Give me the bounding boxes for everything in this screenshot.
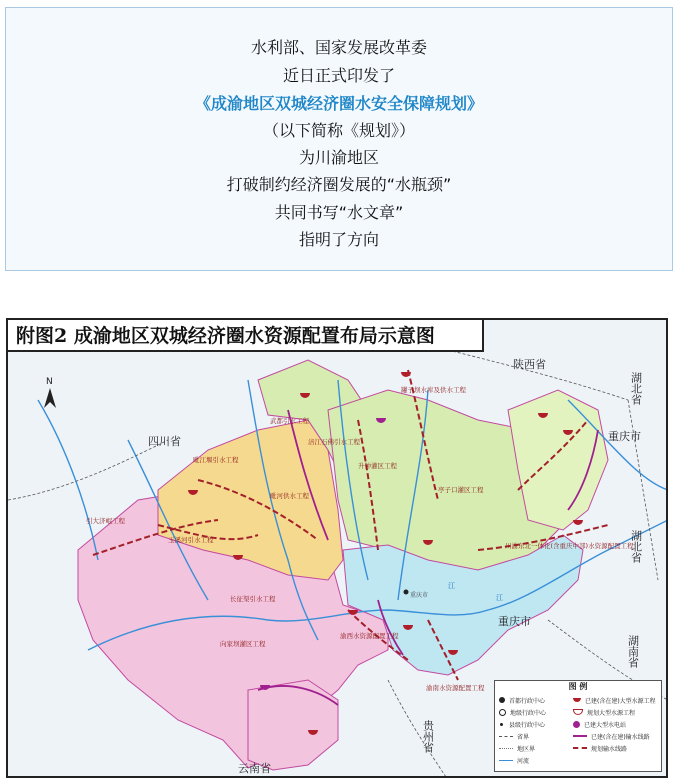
- intro-line-5: 为川渝地区: [298, 148, 379, 167]
- intro-line-6: 打破制约经济圈发展的“水瓶颈”: [226, 175, 452, 194]
- label-hubei-right: 湖北省: [629, 530, 643, 563]
- eng-label-pijiangyan: 毗江堰引水工程: [193, 456, 239, 464]
- legend-label: 规划大型水源工程: [587, 709, 636, 717]
- intro-line-plan-title: 《成渝地区双城经济圈水安全保障规划》: [194, 94, 483, 113]
- label-chongqing-bottom: 重庆市: [498, 615, 531, 628]
- intro-line-4: （以下简称《规划》）: [262, 121, 415, 140]
- map-figure: [6, 318, 668, 778]
- legend-label: 首都行政中心: [509, 697, 546, 705]
- eng-label-wudu: 武都引水工程: [270, 417, 309, 425]
- label-guizhou: 贵州省: [421, 720, 435, 753]
- label-hubei-top: 湖北省: [629, 372, 643, 405]
- eng-label-xiangjiaba: 向家坝灌区工程: [220, 640, 266, 648]
- legend-label: 河流: [517, 757, 530, 765]
- eng-label-changzhengqu: 长征渠引水工程: [230, 595, 276, 603]
- legend-label: 地区界: [517, 745, 536, 753]
- legend-label: 规划输水线路: [591, 745, 628, 753]
- legend-label: 已建(含在建)输水线路: [591, 733, 650, 741]
- intro-line-2: 近日正式印发了: [282, 66, 395, 85]
- legend-label: 地级行政中心: [510, 709, 547, 717]
- planned-reservoir-icon: [573, 709, 583, 715]
- legend-label: 已建大型水电站: [584, 721, 627, 729]
- intro-line-1: 水利部、国家发展改革委: [250, 38, 427, 57]
- eng-label-guanziba: 罐子坝水库及供水工程: [401, 386, 466, 394]
- provincial-border-icon: [499, 736, 513, 737]
- eng-label-yunan: 渝南水资源配置工程: [426, 684, 485, 692]
- eng-label-chuanyu-dongbei: 川渝东北一体化(含重庆中部)水资源配置工程: [505, 542, 634, 550]
- eng-label-pihe: 毗河供水工程: [270, 492, 309, 500]
- map-title: 附图2 成渝地区双城经济圈水资源配置布局示意图: [8, 320, 484, 352]
- label-chongqing-top: 重庆市: [608, 430, 641, 443]
- eng-label-tingzikou: 亭子口灌区工程: [438, 486, 484, 494]
- river-icon: [499, 760, 513, 761]
- prefecture-border-icon: [499, 748, 513, 749]
- county-icon: [500, 723, 503, 726]
- legend-label: 已建(含在建)大型水源工程: [585, 697, 656, 705]
- river-label-jiang-2: 江: [496, 594, 503, 602]
- label-city-chongqing: 重庆市: [410, 592, 429, 599]
- legend-label: 省界: [517, 733, 530, 741]
- eng-label-yuxi: 渝西水资源配置工程: [340, 632, 399, 640]
- capital-marker: [404, 590, 409, 595]
- intro-line-8: 指明了方向: [298, 230, 379, 249]
- intro-line-7: 共同书写“水文章”: [274, 203, 404, 222]
- map-legend: [494, 680, 662, 772]
- eng-label-yuxihe: 玉溪河引水工程: [168, 536, 214, 544]
- capital-icon: [499, 697, 505, 703]
- label-sichuan: 四川省: [148, 435, 181, 448]
- built-canal-icon: [573, 735, 587, 737]
- north-label: N: [46, 377, 53, 387]
- intro-card: [5, 7, 673, 271]
- legend-label: 县级行政中心: [509, 721, 546, 729]
- label-yunnan: 云南省: [238, 762, 271, 775]
- river-label-jiang: 江: [448, 582, 455, 590]
- eng-label-fujiang: 涪江石佛引水工程: [308, 438, 360, 446]
- planned-canal-icon: [573, 747, 587, 749]
- label-shaanxi: 陕西省: [513, 358, 546, 371]
- hydropower-icon: [573, 721, 580, 728]
- legend-title: 图 例: [568, 682, 588, 691]
- eng-label-yindajimin: 引大济岷工程: [86, 517, 125, 525]
- label-hunan: 湖南省: [626, 635, 640, 668]
- eng-label-shengzhong: 升钟灌区工程: [358, 462, 397, 470]
- prefecture-icon: [499, 709, 506, 716]
- built-reservoir-icon: [573, 698, 581, 702]
